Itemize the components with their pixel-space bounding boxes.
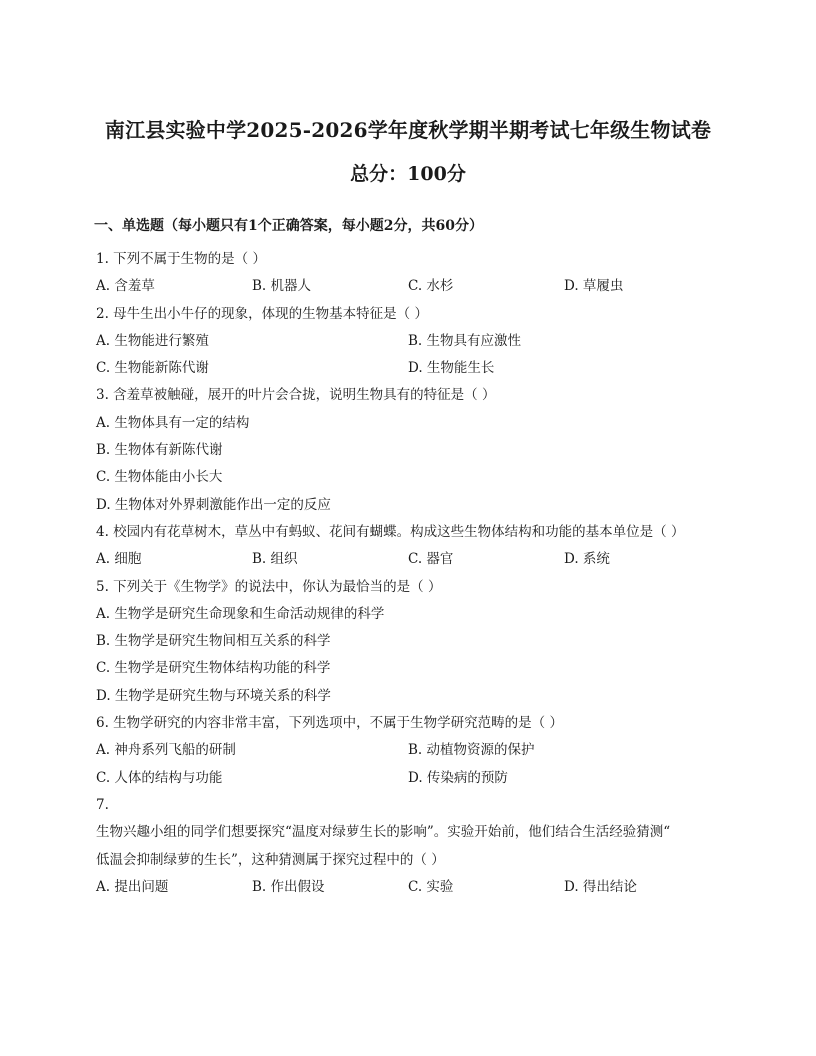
option: D. 生物体对外界刺激能作出一定的反应	[96, 496, 331, 513]
option: A. 细胞	[96, 551, 142, 568]
question-list	[96, 249, 736, 904]
question-stem: 1. 下列不属于生物的是（ ）	[96, 251, 266, 267]
option: B. 组织	[252, 551, 298, 568]
option: B. 生物具有应激性	[408, 332, 522, 349]
question-stem: 4. 校园内有花草树木，草丛中有蚂蚁、花间有蝴蝶。构成这些生物体结构和功能的基本单位是（ ）	[96, 523, 685, 540]
option: C. 水杉	[408, 278, 454, 295]
total-score: 总分：100分	[350, 163, 466, 185]
option: C. 器官	[408, 551, 454, 568]
option: A. 提出问题	[96, 878, 169, 895]
option: B. 作出假设	[252, 878, 325, 895]
options-row	[96, 768, 736, 795]
options-row	[96, 740, 736, 767]
question-number: 7.	[96, 796, 109, 813]
option: D. 草履虫	[564, 278, 624, 295]
section-heading: 一、单选题（每小题只有1个正确答案，每小题2分，共60分）	[94, 218, 483, 234]
options-row	[96, 549, 736, 576]
option: D. 生物学是研究生物与环境关系的科学	[96, 687, 331, 704]
option: C. 生物能新陈代谢	[96, 360, 209, 377]
option: D. 系统	[564, 551, 610, 568]
option: B. 生物学是研究生物间相互关系的科学	[96, 633, 331, 650]
option: D. 传染病的预防	[408, 769, 508, 786]
options-row	[96, 358, 736, 385]
option: C. 生物体能由小长大	[96, 469, 223, 486]
question-stem: 6. 生物学研究的内容非常丰富，下列选项中，不属于生物学研究范畴的是（ ）	[96, 715, 563, 732]
exam-title: 南江县实验中学2025-2026学年度秋学期半期考试七年级生物试卷	[104, 118, 712, 142]
option: B. 生物体有新陈代谢	[96, 442, 223, 459]
option: A. 生物体具有一定的结构	[96, 414, 250, 431]
option: A. 神舟系列飞船的研制	[96, 742, 236, 759]
option: D. 生物能生长	[408, 360, 495, 377]
option: A. 生物学是研究生命现象和生命活动规律的科学	[96, 605, 385, 622]
option: C. 生物学是研究生物体结构功能的科学	[96, 660, 331, 677]
question-stem: 5. 下列关于《生物学》的说法中，你认为最恰当的是（ ）	[96, 578, 442, 595]
options-row	[96, 877, 736, 904]
option: B. 机器人	[252, 278, 312, 295]
question-stem: 低温会抑制绿萝的生长”，这种猜测属于探究过程中的（ ）	[96, 851, 445, 868]
options-row	[96, 276, 736, 303]
option: B. 动植物资源的保护	[408, 742, 535, 759]
option: A. 生物能进行繁殖	[96, 332, 209, 349]
question-stem: 2. 母牛生出小牛仔的现象，体现的生物基本特征是（ ）	[96, 305, 428, 322]
option: C. 人体的结构与功能	[96, 769, 223, 786]
question-stem: 生物兴趣小组的同学们想要探究“温度对绿萝生长的影响”。实验开始前，他们结合生活经验猜测“	[96, 824, 671, 841]
option: C. 实验	[408, 878, 454, 895]
options-row	[96, 331, 736, 358]
option: D. 得出结论	[564, 878, 637, 895]
question-stem: 3. 含羞草被触碰，展开的叶片会合拢，说明生物具有的特征是（ ）	[96, 387, 496, 404]
option: A. 含羞草	[96, 278, 155, 295]
